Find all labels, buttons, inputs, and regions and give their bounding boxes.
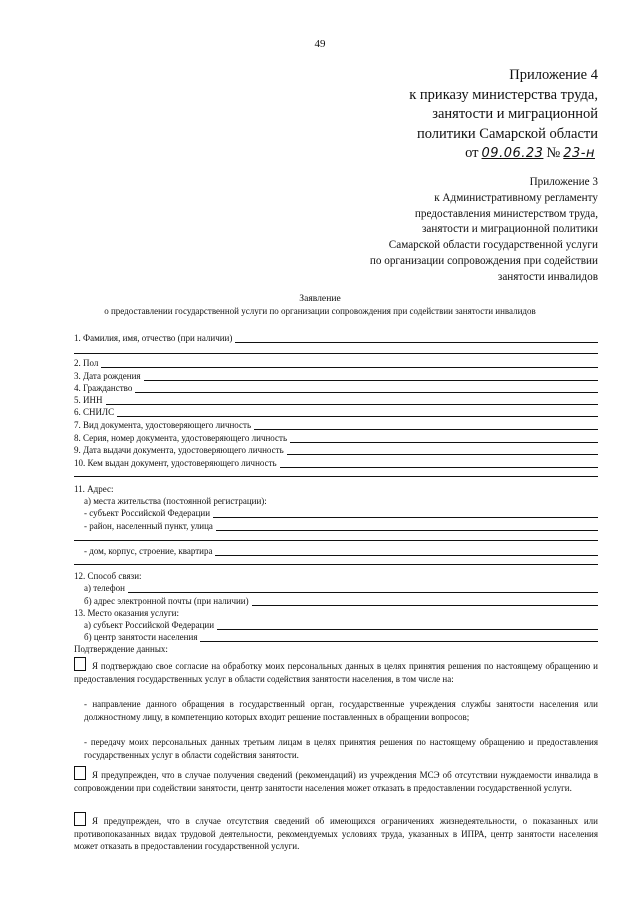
field-label: Подтверждение данных: [74, 644, 168, 654]
field-label: 1. Фамилия, имя, отчество (при наличии) [74, 333, 233, 343]
fill-line-extra[interactable] [74, 564, 598, 565]
field-label: 3. Дата рождения [74, 371, 141, 381]
fill-line[interactable] [128, 583, 598, 593]
fill-line[interactable] [215, 546, 598, 556]
annex4-header [409, 66, 598, 164]
annex4-from: от [465, 145, 479, 161]
order-number-handwritten: 23-н [563, 146, 595, 161]
fill-line[interactable] [101, 358, 598, 368]
fill-line[interactable] [254, 420, 598, 430]
annex4-line2: к приказу министерства труда, [409, 86, 598, 103]
fill-line[interactable] [280, 458, 598, 468]
warning-block-msek [74, 766, 598, 794]
field-label: а) субъект Российской Федерации [84, 620, 215, 630]
field-label: 5. ИНН [74, 395, 103, 405]
annex3-line6: по организации сопровождения при содействии [369, 254, 598, 267]
fill-line[interactable] [117, 407, 598, 417]
field-label: - субъект Российской Федерации [84, 508, 211, 518]
fill-line-extra[interactable] [74, 353, 598, 354]
field-id-doc-date[interactable] [74, 442, 598, 455]
annex3-header [370, 175, 598, 286]
annex4-line4: политики Самарской области [416, 125, 598, 142]
field-label: б) адрес электронной почты (при наличии) [84, 596, 249, 606]
annex4-line3: занятости и миграционной [432, 106, 598, 122]
field-full-name[interactable] [74, 330, 598, 343]
field-gender[interactable] [74, 355, 598, 368]
field-phone[interactable] [84, 580, 598, 593]
annex3-line2: к Административному регламенту [434, 191, 598, 204]
warning-block-ipra [74, 812, 598, 853]
field-label: 10. Кем выдан документ, удостоверяющего личность [74, 458, 277, 468]
annex3-line3: предоставления министерством труда, [414, 207, 598, 220]
field-label: 2. Пол [74, 358, 99, 368]
annex3-line5: Самарской области государственной услуги [388, 239, 598, 252]
annex3-line1: Приложение 3 [529, 176, 598, 188]
field-confirmation [74, 641, 598, 654]
consent-text: Я подтверждаю свое согласие на обработку моих персональных данных в целях принятия решения по настоящему обращению и предоставления государственных услуг в области содействия занятости населения, в том числе на: [74, 661, 598, 684]
consent-item-b: - передачу моих персональных данных третьим лицам в целях принятия решения по настоящему обращению и предоставления государственных услуг в области содействия занятости. [84, 737, 598, 760]
field-label: а) телефон [84, 583, 125, 593]
form-title: Заявление [299, 293, 341, 304]
field-label: - дом, корпус, строение, квартира [84, 546, 213, 556]
annex3-line7: занятости инвалидов [497, 270, 598, 283]
field-label: 12. Способ связи: [74, 571, 142, 581]
page-number: 49 [314, 38, 326, 50]
field-label: 13. Место оказания услуги: [74, 608, 179, 618]
field-label: а) места жительства (постоянной регистрации): [84, 496, 267, 506]
consent-block-1 [74, 657, 598, 685]
warning-text: Я предупрежден, что в случае отсутствия сведений об имеющихся ограничениях жизнедеятельности, о показанных или противопоказанных видах трудовой деятельности, рекомендуемых условиях труда, указанных в ИПРА, центр занятости населения может отказать в предоставлении государственной услуги. [74, 816, 598, 852]
field-residence-district[interactable] [84, 518, 598, 531]
field-residence-house[interactable] [84, 543, 598, 556]
field-id-doc-issuer[interactable] [74, 455, 598, 468]
field-id-doc-type[interactable] [74, 417, 598, 430]
order-date-handwritten: 09.06.23 [481, 146, 544, 161]
annex4-order-line [409, 144, 598, 164]
annex4-no-sign: № [546, 145, 561, 161]
field-label: б) центр занятости населения [84, 632, 198, 642]
consent-checkbox[interactable] [74, 657, 86, 671]
field-snils[interactable] [74, 404, 598, 417]
annex3-line4: занятости и миграционной политики [422, 223, 598, 236]
form-subtitle: о предоставлении государственной услуги по организации сопровождения при содействии занятости инвалидов [104, 306, 536, 316]
warning-checkbox[interactable] [74, 766, 86, 780]
warning-checkbox[interactable] [74, 812, 86, 826]
field-label: - район, населенный пункт, улица [84, 521, 213, 531]
field-label: 11. Адрес: [74, 484, 114, 494]
field-label: 9. Дата выдачи документа, удостоверяющего личность [74, 445, 284, 455]
consent-item-a: - направление данного обращения в государственный орган, государственные учреждения службы занятости населения или должностному лицу, в компетенцию которых входит решение поставленных в обращении вопросов; [84, 699, 598, 722]
fill-line-extra[interactable] [74, 540, 598, 541]
fill-line-extra[interactable] [74, 476, 598, 477]
fill-line[interactable] [287, 445, 598, 455]
warning-text: Я предупрежден, что в случае получения сведений (рекомендаций) из учреждения МСЭ об отсутствии нуждаемости инвалида в сопровождении при содействии занятости, центр занятости населения может отказать в предоставлении государственной услуги. [74, 770, 598, 793]
fill-line[interactable] [235, 333, 598, 343]
fill-line[interactable] [216, 521, 598, 531]
annex4-line1: Приложение 4 [509, 67, 598, 83]
fill-line[interactable] [213, 508, 598, 518]
field-label: 6. СНИЛС [74, 407, 115, 417]
field-label: 7. Вид документа, удостоверяющего личность [74, 420, 252, 430]
field-label: 8. Серия, номер документа, удостоверяющего личность [74, 433, 288, 443]
field-residence-subject[interactable] [84, 505, 598, 518]
field-label: 4. Гражданство [74, 383, 133, 393]
